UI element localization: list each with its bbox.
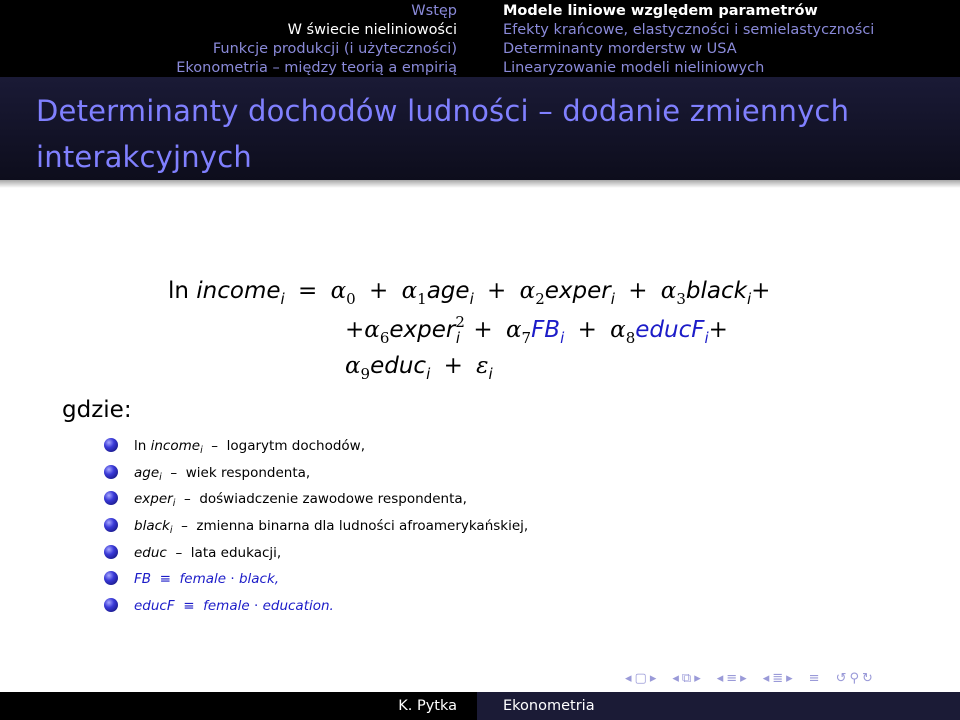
title-shadow <box>0 180 960 188</box>
nav-subsection-determinanty-morderstw[interactable]: Determinanty morderstw w USA <box>503 41 737 57</box>
def-black: black <box>134 518 170 535</box>
def-exper-desc: doświadczenie zawodowe respondenta, <box>199 491 467 508</box>
def-income-desc: logarytm dochodów, <box>226 438 365 454</box>
list-item <box>104 567 528 594</box>
eq-sub: 7 <box>521 329 532 347</box>
def-index: i <box>200 445 203 456</box>
nav-subsection-efekty-krancowe[interactable]: Efekty krańcowe, elastyczności i semielastyczności <box>503 22 875 38</box>
definitions-list <box>104 434 528 621</box>
eq-ln: ln <box>168 278 189 304</box>
nav-back-icon[interactable]: ↺ <box>835 670 847 686</box>
footer <box>0 692 960 720</box>
nav-subsection-modele-liniowe[interactable]: Modele liniowe względem parametrów <box>503 3 818 19</box>
nav-next-section-icon[interactable]: ▸ <box>740 670 747 686</box>
beamer-navigation-symbols <box>625 666 873 690</box>
nav-prev-frame-icon[interactable]: ◂ <box>625 670 632 686</box>
nav-section-teoria-empiria[interactable]: Ekonometria – między teorią a empirią <box>176 60 457 76</box>
nav-forward-icon[interactable]: ↻ <box>862 670 873 686</box>
def-black-desc: zmienna binarna dla ludności afroamerykańskiej, <box>196 518 529 535</box>
def-educ: educ <box>134 544 167 561</box>
eq-sub: 0 <box>346 290 356 308</box>
eq-black: black <box>685 278 747 304</box>
nav-next-frame-icon[interactable]: ▸ <box>649 670 657 686</box>
def-age: age <box>134 464 160 481</box>
nav-section-wstep[interactable]: Wstęp <box>411 3 457 19</box>
def-age-desc: wiek respondenta, <box>185 464 311 481</box>
def-female: female <box>179 571 227 588</box>
equation-line-1 <box>168 278 771 308</box>
def-index: i <box>159 471 162 483</box>
footer-author <box>0 692 477 720</box>
nav-document-icon[interactable]: ≣ <box>772 670 784 686</box>
eq-square: 2 <box>455 313 465 331</box>
eq-sub: 8 <box>625 329 636 347</box>
list-item <box>104 461 528 488</box>
eq-alpha: α <box>660 278 677 304</box>
def-black2: black, <box>238 571 280 588</box>
eq-plus: + <box>443 353 463 379</box>
bullet-icon <box>104 545 118 559</box>
footer-course-text: Ekonometria <box>503 698 595 714</box>
def-dash: – <box>183 491 191 508</box>
eq-plus: + <box>577 317 597 343</box>
eq-sub: 1 <box>417 290 427 308</box>
def-exper: exper <box>134 491 173 508</box>
eq-alpha: α <box>519 278 536 304</box>
def-cdot: · <box>253 598 259 615</box>
top-navigation <box>0 0 960 77</box>
def-educ-desc: lata edukacji, <box>190 544 282 561</box>
eq-index: i <box>704 329 709 347</box>
eq-educ: educ <box>370 353 427 379</box>
eq-sub: 6 <box>379 329 390 347</box>
eq-age: age <box>426 278 470 304</box>
list-item <box>104 514 528 541</box>
eq-index: i <box>455 329 461 347</box>
eq-index: i <box>746 290 752 308</box>
eq-index: i <box>280 290 285 308</box>
eq-plus: + <box>751 278 771 304</box>
def-dash: – <box>211 438 219 454</box>
eq-epsilon: ε <box>476 353 489 379</box>
nav-prev-document-icon[interactable]: ◂ <box>762 670 770 686</box>
footer-course <box>477 692 960 720</box>
nav-section-funkcje-produkcji[interactable]: Funkcje produkcji (i użyteczności) <box>212 41 457 57</box>
eq-alpha: α <box>505 317 522 343</box>
def-educF: educF <box>134 598 175 615</box>
section-nav <box>0 0 477 77</box>
bullet-icon <box>104 438 118 452</box>
def-index: i <box>169 525 173 537</box>
eq-alpha: α <box>610 317 626 343</box>
eq-exper: exper <box>544 278 611 304</box>
nav-section-icon[interactable]: ≡ <box>726 670 738 686</box>
slide-title-bar <box>0 77 960 180</box>
eq-income: income <box>196 278 281 304</box>
eq-index: i <box>488 365 493 383</box>
eq-plus: + <box>487 278 507 304</box>
def-dash: – <box>170 464 178 481</box>
eq-index: i <box>560 329 565 347</box>
nav-next-document-icon[interactable]: ▸ <box>786 670 793 686</box>
nav-appendix-icon[interactable]: ≡ <box>808 670 820 686</box>
def-ln: ln <box>134 438 147 454</box>
list-item <box>104 541 528 568</box>
def-female: female <box>203 598 250 615</box>
bullet-icon <box>104 518 118 532</box>
eq-plus: + <box>473 317 493 343</box>
eq-index: i <box>469 290 474 308</box>
eq-alpha: α <box>364 317 380 343</box>
def-dash: – <box>181 518 188 535</box>
def-FB: FB <box>134 571 152 588</box>
slide-title-line-1: Determinanty dochodów ludności – dodanie zmiennych <box>36 94 850 128</box>
subsection-nav <box>477 0 960 77</box>
eq-alpha: α <box>345 353 361 379</box>
nav-section-nieliniowosc[interactable]: W świecie nieliniowości <box>287 22 457 38</box>
def-dash: – <box>175 544 183 561</box>
nav-frame-icon[interactable]: ▢ <box>634 670 647 686</box>
eq-equals: = <box>298 278 318 304</box>
bullet-icon <box>104 598 118 612</box>
slide-title-line-2: interakcyjnych <box>36 140 252 174</box>
eq-FB: FB <box>531 317 561 343</box>
eq-educF: educF <box>635 317 705 343</box>
eq-index: i <box>610 290 615 308</box>
equation-line-2 <box>345 313 728 347</box>
eq-sub: 2 <box>535 290 545 308</box>
equation-line-3 <box>345 353 493 383</box>
eq-alpha: α <box>401 278 418 304</box>
eq-index: i <box>426 365 431 383</box>
nav-prev-section-icon[interactable]: ◂ <box>716 670 724 686</box>
def-equiv: ≡ <box>159 571 171 588</box>
bullet-icon <box>104 571 118 585</box>
bullet-icon <box>104 465 118 479</box>
eq-sub: 3 <box>676 290 686 308</box>
def-equiv: ≡ <box>183 598 195 615</box>
eq-plus: + <box>369 278 389 304</box>
eq-sub: 9 <box>360 365 371 383</box>
list-item <box>104 434 528 461</box>
nav-search-icon[interactable]: ⚲ <box>849 670 859 686</box>
eq-exper: exper <box>389 317 456 343</box>
footer-author-text: K. Pytka <box>398 698 457 714</box>
def-income: income <box>150 438 201 454</box>
def-index: i <box>172 498 176 510</box>
bullet-icon <box>104 491 118 505</box>
eq-alpha: α <box>330 278 347 304</box>
nav-next-subsection-icon[interactable]: ▸ <box>694 670 701 686</box>
def-cdot: · <box>230 571 235 588</box>
def-education: education. <box>262 598 334 615</box>
eq-plus: + <box>345 317 365 343</box>
eq-plus: + <box>628 278 648 304</box>
nav-subsection-linearyzowanie[interactable]: Linearyzowanie modeli nieliniowych <box>503 60 765 76</box>
list-item <box>104 487 528 514</box>
gdzie-label: gdzie: <box>62 397 132 423</box>
eq-plus: + <box>708 317 728 343</box>
nav-prev-subsection-icon[interactable]: ◂ <box>672 670 679 686</box>
list-item <box>104 594 528 621</box>
nav-subsection-icon[interactable]: ⧉ <box>681 670 692 686</box>
